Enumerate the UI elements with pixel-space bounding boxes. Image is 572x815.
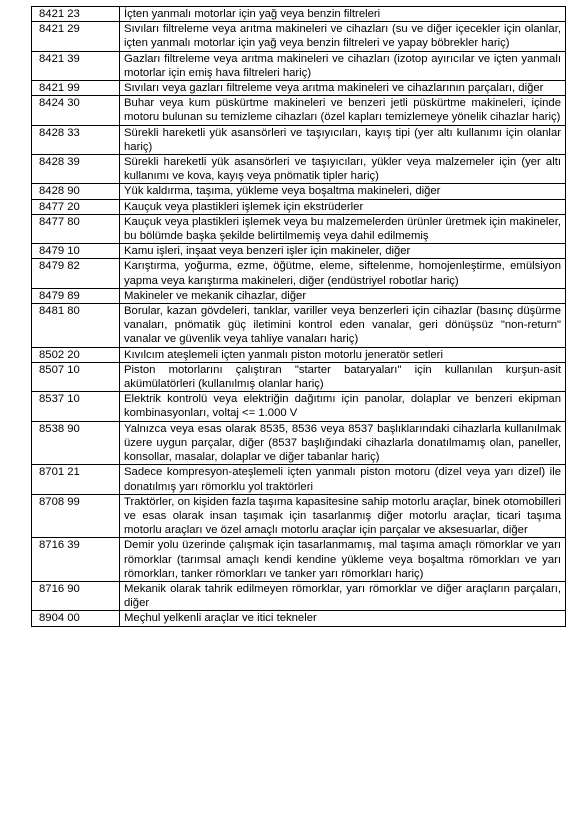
description-cell: Sürekli hareketli yük asansörleri ve taşıyıcıları, kayış tipi (yer altı kullanımı için olanlar hariç) (120, 125, 566, 154)
description-cell: Kauçuk veya plastikleri işlemek veya bu malzemelerden ürünler üretmek için makineler, bu bölümde başka şekilde belirtilmemiş veya dahil edilmemiş (120, 214, 566, 243)
hs-code-cell: 8479 82 (32, 259, 120, 288)
table-row (32, 465, 566, 494)
description-cell: Karıştırma, yoğurma, ezme, öğütme, eleme, siftelenme, homojenleştirme, emülsiyon yapma veya karıştırma makineleri, diğer (endüstriyel robotlar hariç) (120, 259, 566, 288)
hs-code-cell: 8537 10 (32, 392, 120, 421)
table-row (32, 421, 566, 465)
hs-code-cell: 8421 39 (32, 51, 120, 80)
description-cell: Sadece kompresyon-ateşlemeli içten yanmalı piston motoru (dizel veya yarı dizel) ile donatılmış yarı römorklu yol traktörleri (120, 465, 566, 494)
description-cell: Kıvılcım ateşlemeli içten yanmalı piston motorlu jeneratör setleri (120, 347, 566, 362)
description-cell: Kauçuk veya plastikleri işlemek için ekstrüderler (120, 199, 566, 214)
hs-code-cell: 8507 10 (32, 362, 120, 391)
table-row (32, 304, 566, 348)
description-cell: Sıvıları filtreleme veya arıtma makineleri ve cihazları (su ve diğer içecekler için olanlar, içten yanmalı motorlar için yağ veya benzin filtreleri ve yapay böbrekler hariç) (120, 22, 566, 51)
hs-code-cell: 8538 90 (32, 421, 120, 465)
description-cell: Demir yolu üzerinde çalışmak için tasarlanmamış, mal taşıma amaçlı römorklar ve yarı römorklar (tarımsal amaçlı kendi kendine yükleme veya boşaltma römorkları ve yarı römorkları, tanker römorkları ve tanker yarı römorkları hariç) (120, 538, 566, 582)
description-cell: Kamu işleri, inşaat veya benzeri işler için makineler, diğer (120, 244, 566, 259)
table-row (32, 244, 566, 259)
hs-code-cell: 8421 23 (32, 7, 120, 22)
description-cell: Piston motorlarını çalıştıran "starter bataryaları" için kullanılan kurşun-asit akümülatörleri (kullanılmış olanlar hariç) (120, 362, 566, 391)
description-cell: Sıvıları veya gazları filtreleme veya arıtma makineleri ve cihazlarının parçaları, diğer (120, 81, 566, 96)
description-cell: Borular, kazan gövdeleri, tanklar, variller veya benzerleri için cihazlar (basınç düşürme vanaları, pnömatik güç iletimini kontrol eden vanalar, geri dönüşsüz "non-return" vanalar ve güvenlik veya tahliye vanaları hariç) (120, 304, 566, 348)
hs-code-table (31, 6, 566, 627)
description-cell: İçten yanmalı motorlar için yağ veya benzin filtreleri (120, 7, 566, 22)
table-row (32, 199, 566, 214)
hs-code-cell: 8479 89 (32, 288, 120, 303)
table-row (32, 7, 566, 22)
hs-code-cell: 8479 10 (32, 244, 120, 259)
table-row (32, 347, 566, 362)
hs-code-cell: 8708 99 (32, 494, 120, 538)
description-cell: Buhar veya kum püskürtme makineleri ve benzeri jetli püskürtme makineleri, içinde motoru bulunan su temizleme cihazları (özel kapları temizlemeye yönelik cihazlar hariç) (120, 96, 566, 125)
description-cell: Sürekli hareketli yük asansörleri ve taşıyıcıları, yükler veya malzemeler için (yer altı kullanımı ve kova, kayış veya pnömatik tipler hariç) (120, 155, 566, 184)
hs-code-cell: 8421 29 (32, 22, 120, 51)
hs-code-cell: 8481 80 (32, 304, 120, 348)
table-row (32, 362, 566, 391)
hs-code-cell: 8701 21 (32, 465, 120, 494)
description-cell: Yük kaldırma, taşıma, yükleme veya boşaltma makineleri, diğer (120, 184, 566, 199)
hs-code-cell: 8424 30 (32, 96, 120, 125)
table-row (32, 611, 566, 626)
table-row (32, 494, 566, 538)
description-cell: Mekanik olarak tahrik edilmeyen römorklar, yarı römorklar ve diğer araçların parçaları, diğer (120, 581, 566, 610)
table-row (32, 288, 566, 303)
description-cell: Elektrik kontrolü veya elektriğin dağıtımı için panolar, dolaplar ve benzeri ekipman kombinasyonları, voltaj <= 1.000 V (120, 392, 566, 421)
table-row (32, 214, 566, 243)
description-cell: Makineler ve mekanik cihazlar, diğer (120, 288, 566, 303)
description-cell: Yalnızca veya esas olarak 8535, 8536 veya 8537 başlıklarındaki cihazlarla kullanılmak üzere uygun parçalar, diğer (8537 başlığındaki cihazlarla donatılmamış olan, paneller, konsollar, masalar, dolaplar ve diğer tabanlar hariç) (120, 421, 566, 465)
hs-code-cell: 8421 99 (32, 81, 120, 96)
hs-code-cell: 8716 39 (32, 538, 120, 582)
table-row (32, 81, 566, 96)
table-row (32, 22, 566, 51)
table-row (32, 96, 566, 125)
description-cell: Meçhul yelkenli araçlar ve itici tekneler (120, 611, 566, 626)
table-row (32, 125, 566, 154)
description-cell: Gazları filtreleme veya arıtma makineleri ve cihazları (izotop ayırıcılar ve içten yanmalı motorlar için emiş hava filtreleri hariç) (120, 51, 566, 80)
hs-code-cell: 8428 39 (32, 155, 120, 184)
hs-code-cell: 8904 00 (32, 611, 120, 626)
hs-code-cell: 8502 20 (32, 347, 120, 362)
hs-code-cell: 8716 90 (32, 581, 120, 610)
hs-code-cell: 8477 80 (32, 214, 120, 243)
description-cell: Traktörler, on kişiden fazla taşıma kapasitesine sahip motorlu araçlar, binek otomobilleri ve esas olarak insan taşımak için tasarlanmış diğer motorlu araçlar, ticari taşıma motorlu araçları ve özel amaçlı motorlu araçlar için parçalar ve aksesuarlar, diğer (120, 494, 566, 538)
table-body (32, 7, 566, 627)
table-row (32, 259, 566, 288)
hs-code-cell: 8477 20 (32, 199, 120, 214)
hs-code-cell: 8428 33 (32, 125, 120, 154)
table-row (32, 392, 566, 421)
table-row (32, 155, 566, 184)
table-row (32, 581, 566, 610)
table-row (32, 51, 566, 80)
table-row (32, 184, 566, 199)
hs-code-cell: 8428 90 (32, 184, 120, 199)
table-row (32, 538, 566, 582)
